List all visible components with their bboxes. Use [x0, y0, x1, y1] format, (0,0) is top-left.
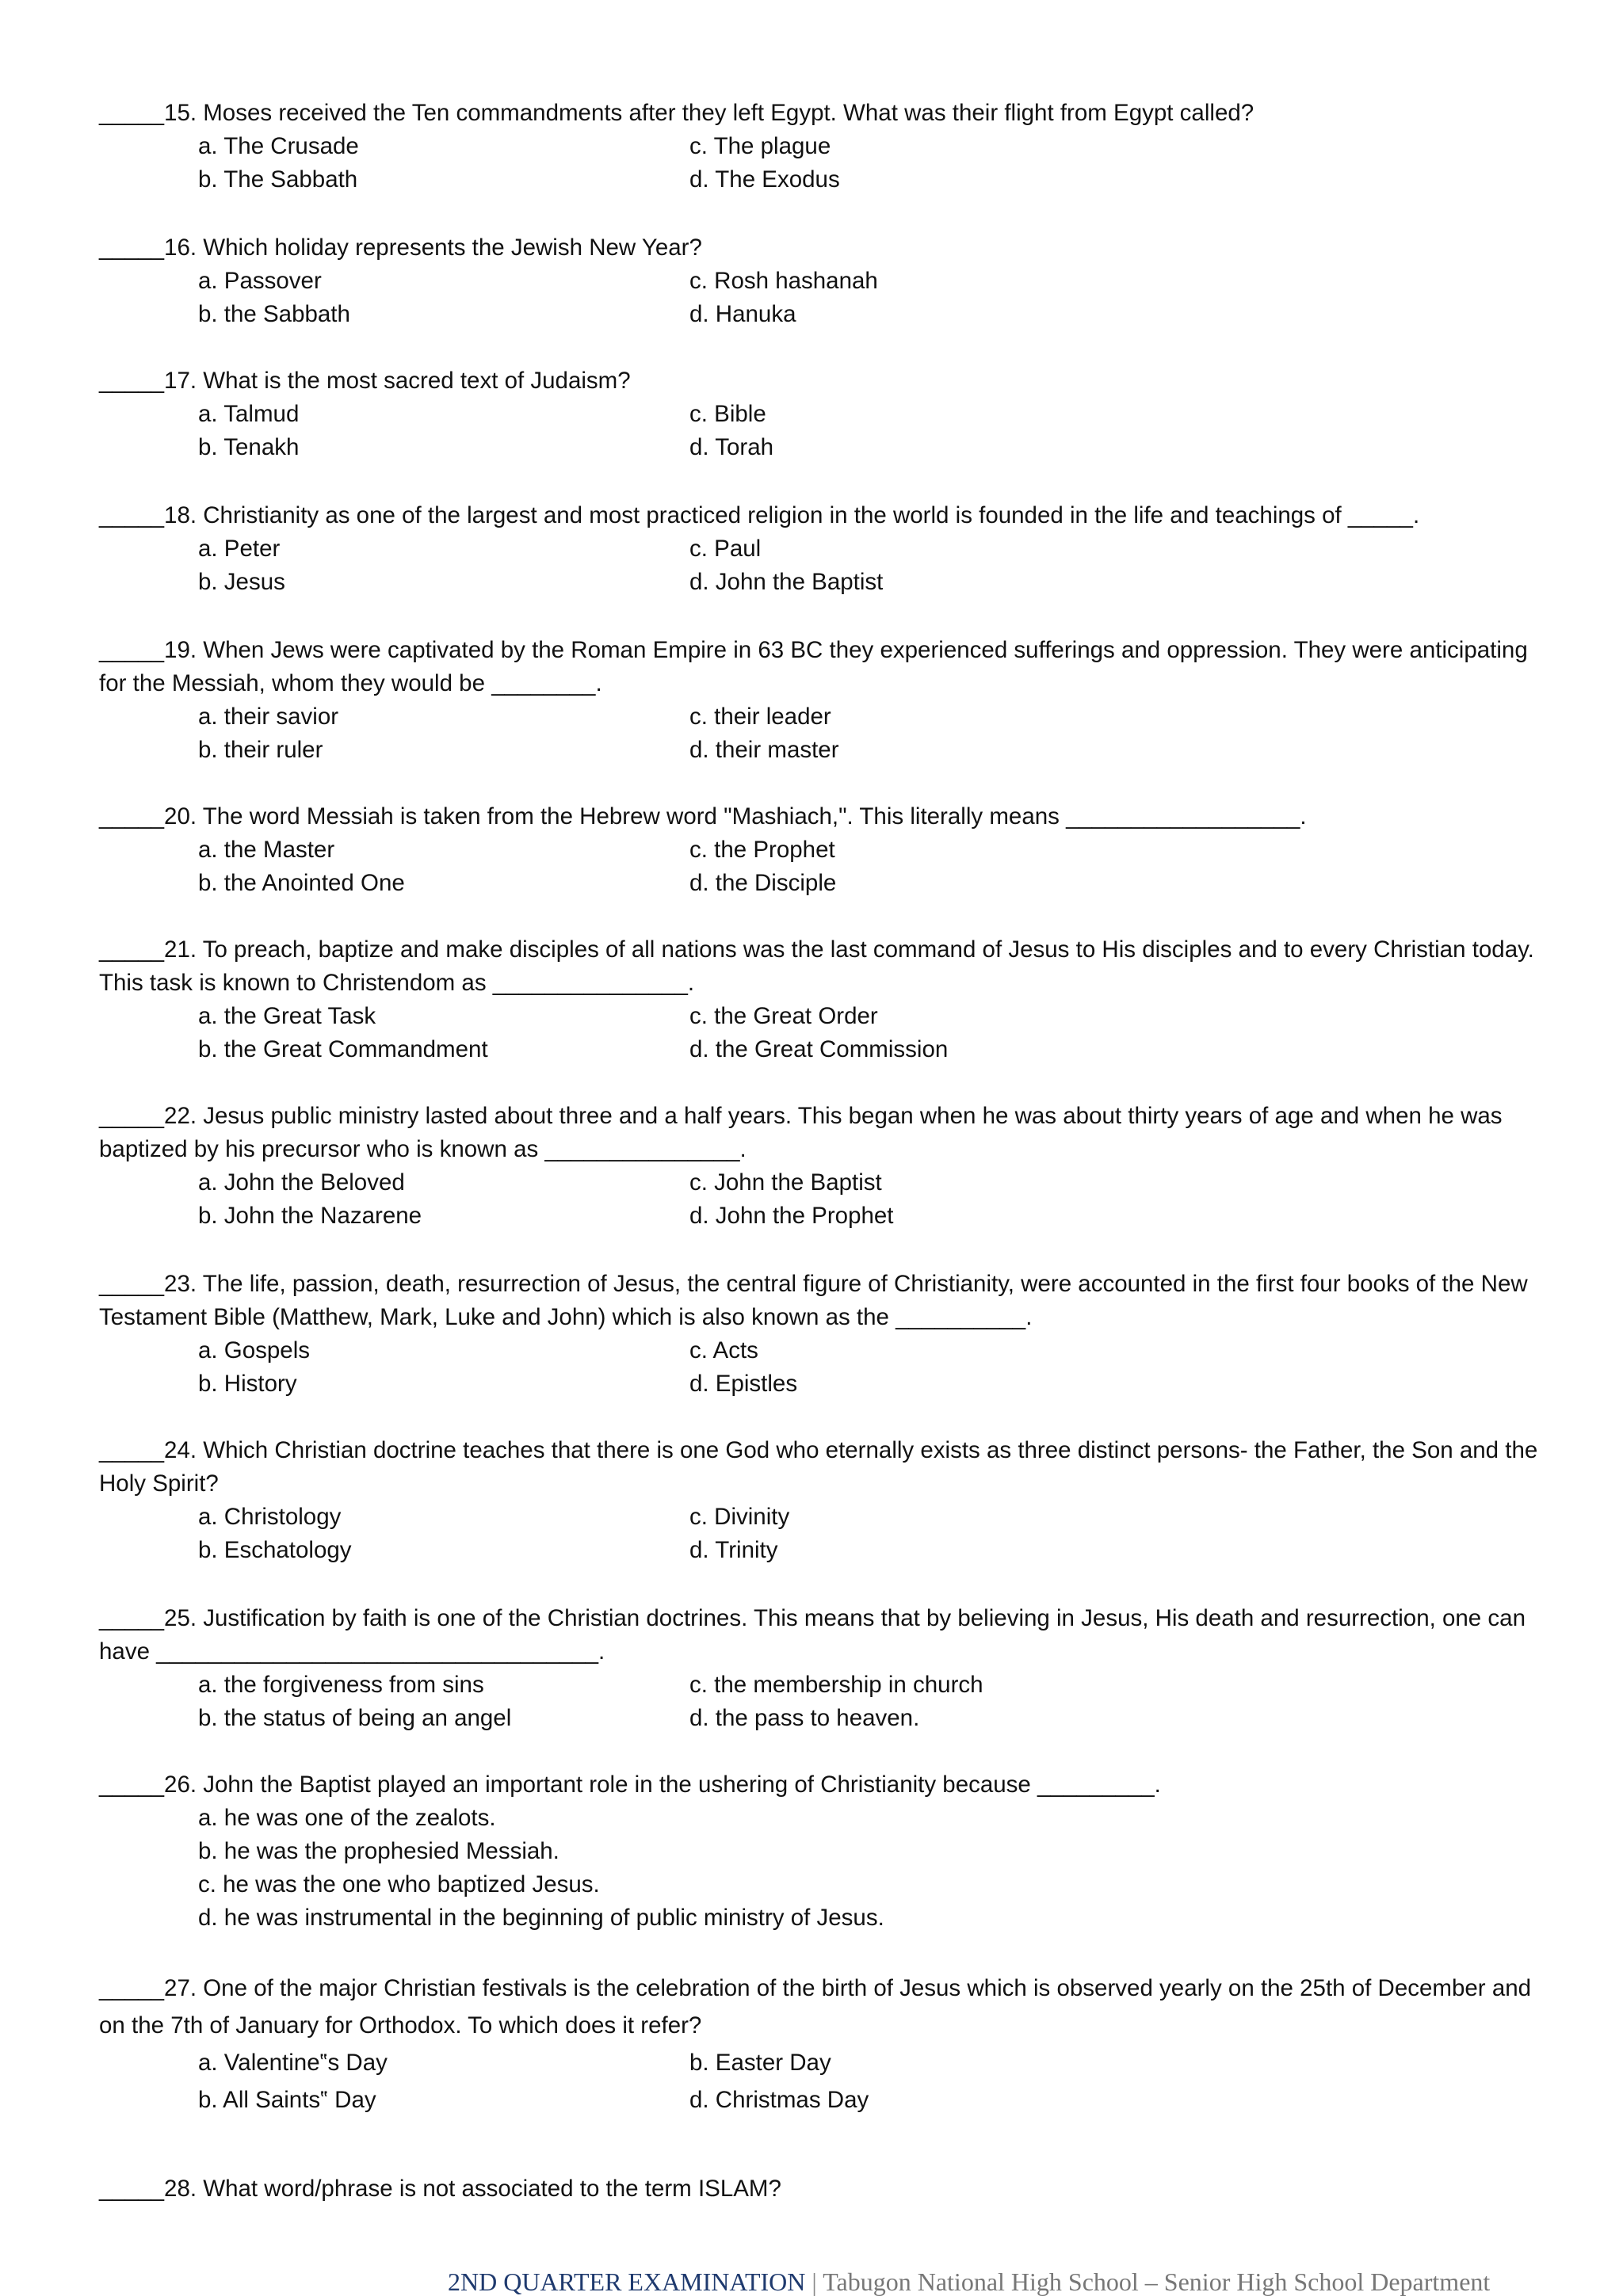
footer-separator: | [812, 2267, 817, 2296]
option: b. the Sabbath [198, 301, 350, 327]
option: a. the forgiveness from sins [198, 1672, 484, 1698]
question-25 [99, 1602, 1557, 1735]
option: c. Bible [689, 401, 766, 427]
question-20 [99, 800, 1557, 900]
answer-options [198, 833, 1557, 900]
question-stem: _____23. The life, passion, death, resurrection of Jesus, the central figure of Christianity, were accounted in the first four books of the New Testament Bible (Matthew, Mark, Luke and John) which is also known as the __________. [99, 1271, 1528, 1330]
option: c. he was the one who baptized Jesus. [198, 1871, 600, 1897]
option: d. the Great Commission [689, 1036, 949, 1062]
option: b. Eschatology [198, 1537, 352, 1563]
answer-options [198, 1501, 1557, 1567]
option: b. the Great Commandment [198, 1036, 488, 1062]
option: a. Passover [198, 268, 322, 294]
school-name: Tabugon National High School – Senior High School Department [823, 2267, 1491, 2296]
option: d. John the Prophet [689, 1203, 894, 1229]
option: b. Tenakh [198, 434, 300, 460]
answer-options [198, 265, 1557, 331]
option: b. Jesus [198, 569, 285, 595]
option: c. the Great Order [689, 1003, 878, 1029]
option: d. The Exodus [689, 166, 840, 193]
option: d. he was instrumental in the beginning of public ministry of Jesus. [198, 1905, 884, 1931]
option: d. the pass to heaven. [689, 1705, 920, 1731]
question-stem: _____26. John the Baptist played an important role in the ushering of Christianity because _________. [99, 1772, 1161, 1798]
question-19 [99, 634, 1557, 767]
exam-title: 2ND QUARTER EXAMINATION [448, 2267, 806, 2296]
question-26 [99, 1768, 1557, 1935]
question-stem: _____24. Which Christian doctrine teaches that there is one God who eternally exists as three distinct persons- the Father, the Son and the Holy Spirit? [99, 1437, 1538, 1497]
answer-options [198, 1802, 1557, 1935]
answer-options [198, 1334, 1557, 1401]
question-23 [99, 1268, 1557, 1401]
answer-options [198, 532, 1557, 599]
option: b. the status of being an angel [198, 1705, 512, 1731]
option: a. the Great Task [198, 1003, 376, 1029]
question-21 [99, 933, 1557, 1066]
option: d. Hanuka [689, 301, 796, 327]
option: b. The Sabbath [198, 166, 358, 193]
option: c. The plague [689, 133, 831, 159]
question-stem: _____18. Christianity as one of the largest and most practiced religion in the world is founded in the life and teachings of _____. [99, 502, 1420, 528]
question-18 [99, 499, 1557, 599]
question-stem: _____27. One of the major Christian festivals is the celebration of the birth of Jesus which is observed yearly on the 25th of December and on the 7th of January for Orthodox. To which does it refer? [99, 1975, 1532, 2039]
option: c. Divinity [689, 1504, 790, 1530]
option: d. John the Baptist [689, 569, 884, 595]
option: b. he was the prophesied Messiah. [198, 1838, 559, 1864]
option: a. Valentine‟s Day [198, 2050, 388, 2076]
option: a. Christology [198, 1504, 342, 1530]
question-stem: _____22. Jesus public ministry lasted about three and a half years. This began when he was about thirty years of age and when he was baptized by his precursor who is known as _______________. [99, 1103, 1503, 1162]
question-28 [99, 2172, 1557, 2206]
question-16 [99, 231, 1557, 331]
question-17 [99, 364, 1557, 464]
question-stem: _____19. When Jews were captivated by the Roman Empire in 63 BC they experienced sufferings and oppression. They were anticipating for the Messiah, whom they would be ________. [99, 637, 1528, 696]
option: d. Torah [689, 434, 774, 460]
answer-options [198, 398, 1557, 464]
question-22 [99, 1100, 1557, 1233]
option: b. History [198, 1371, 297, 1397]
option: c. Paul [689, 536, 762, 562]
option: c. John the Baptist [689, 1169, 882, 1196]
question-stem: _____15. Moses received the Ten commandments after they left Egypt. What was their flight from Egypt called? [99, 100, 1254, 126]
option: c. the Prophet [689, 837, 835, 863]
option: a. he was one of the zealots. [198, 1805, 496, 1831]
question-stem: _____17. What is the most sacred text of Judaism? [99, 368, 631, 394]
option: d. their master [689, 737, 839, 763]
option: d. Epistles [689, 1371, 798, 1397]
answer-options [198, 1166, 1557, 1233]
option: c. Rosh hashanah [689, 268, 878, 294]
question-24 [99, 1434, 1557, 1567]
option: b. All Saints‟ Day [198, 2087, 376, 2113]
question-27 [99, 1970, 1557, 2119]
answer-options [198, 1669, 1557, 1735]
option: b. their ruler [198, 737, 323, 763]
answer-options [198, 700, 1557, 767]
question-stem: _____21. To preach, baptize and make disciples of all nations was the last command of Jesus to His disciples and to every Christian today. This task is known to Christendom as _______________. [99, 936, 1534, 996]
question-15 [99, 97, 1557, 196]
answer-options [198, 1000, 1557, 1066]
question-stem: _____16. Which holiday represents the Jewish New Year? [99, 235, 702, 261]
option: a. The Crusade [198, 133, 359, 159]
option: d. Christmas Day [689, 2087, 869, 2113]
option: b. the Anointed One [198, 870, 405, 896]
option: d. Trinity [689, 1537, 778, 1563]
option: c. their leader [689, 704, 831, 730]
option: d. the Disciple [689, 870, 837, 896]
option: a. Talmud [198, 401, 300, 427]
answer-options [198, 130, 1557, 196]
option: a. their savior [198, 704, 339, 730]
option: a. Gospels [198, 1337, 311, 1363]
page-footer [448, 2267, 1490, 2296]
question-stem: _____25. Justification by faith is one of the Christian doctrines. This means that by believing in Jesus, His death and resurrection, one can have __________________________________. [99, 1605, 1526, 1665]
answer-options [198, 2044, 1557, 2119]
option: a. the Master [198, 837, 335, 863]
option: c. Acts [689, 1337, 758, 1363]
option: b. John the Nazarene [198, 1203, 422, 1229]
question-stem: _____20. The word Messiah is taken from the Hebrew word "Mashiach,". This literally means __________________. [99, 803, 1307, 830]
option: a. John the Beloved [198, 1169, 405, 1196]
option: b. Easter Day [689, 2050, 831, 2076]
question-stem: _____28. What word/phrase is not associated to the term ISLAM? [99, 2176, 781, 2202]
option: a. Peter [198, 536, 281, 562]
option: c. the membership in church [689, 1672, 983, 1698]
